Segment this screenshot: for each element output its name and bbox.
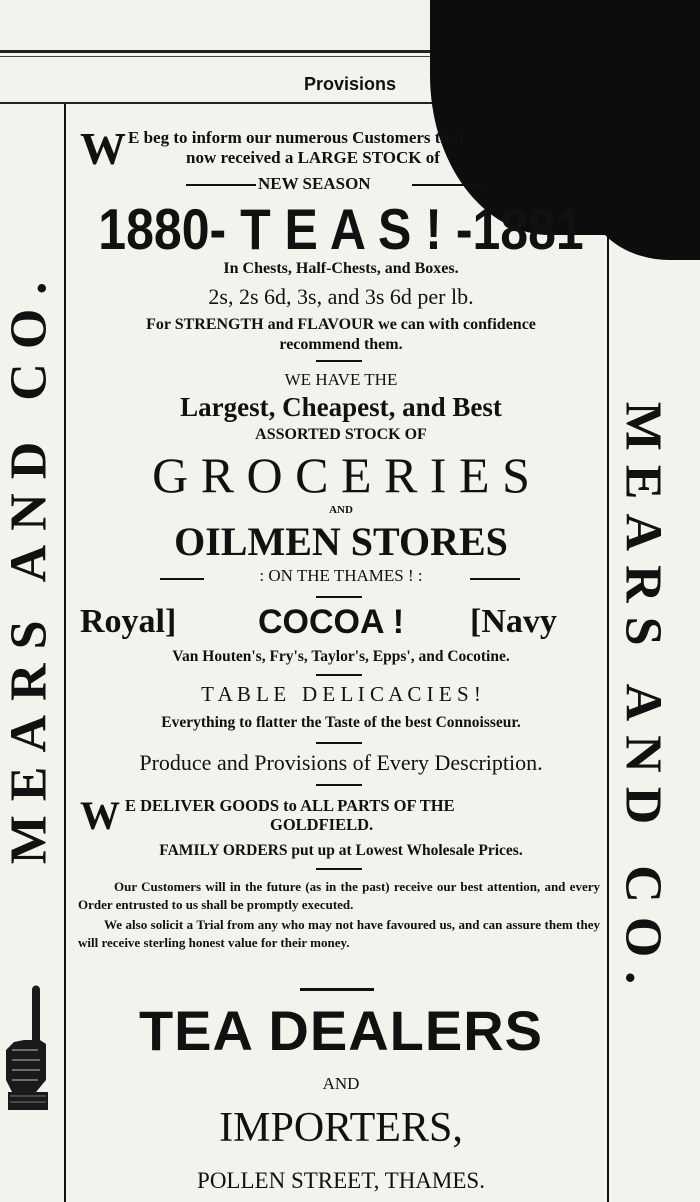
cocoa-title: COCOA ! [258, 603, 405, 641]
rule [412, 184, 484, 186]
strength-line-2: recommend them. [279, 336, 403, 353]
and-small: AND [329, 504, 353, 516]
address: POLLEN STREET, THAMES. [197, 1168, 485, 1193]
paragraph-2: We also solicit a Trial from any who may not have favoured us, and can assure them they will receive sterling honest value for their money. [78, 917, 600, 950]
teas-headline: 1880- T E A S ! -1881 [98, 197, 584, 262]
sidebar-right-text: MEARS AND CO. [614, 401, 672, 999]
new-season: NEW SEASON [258, 174, 371, 193]
rule [470, 578, 520, 580]
tea-dealers: TEA DEALERS [138, 999, 544, 1062]
intro-line-1: E beg to inform our numerous Customers that [128, 128, 465, 147]
rule [316, 868, 362, 870]
cocoa-right: [Navy [470, 603, 557, 640]
rule [186, 184, 256, 186]
flatter-line: Everything to flatter the Taste of the best Connoisseur. [161, 714, 521, 731]
deliver-line-1: E DELIVER GOODS to ALL PARTS OF THE [125, 796, 455, 815]
table-delicacies: T A B L E D E L I C A C I E S ! [201, 682, 481, 706]
rule [316, 674, 362, 676]
left-column-rule [64, 104, 66, 1202]
strength-line-1: For STRENGTH and FLAVOUR we can with confidence [146, 316, 536, 333]
prices-line: 2s, 2s 6d, 3s, and 3s 6d per lb. [208, 284, 474, 309]
and-mid: AND [322, 1074, 360, 1093]
family-orders: FAMILY ORDERS put up at Lowest Wholesale Prices. [159, 842, 523, 859]
section-header: Provisions [303, 74, 397, 94]
rule [316, 360, 362, 362]
oilmen-title: OILMEN STORES [174, 519, 508, 564]
rule [316, 596, 362, 598]
deliver-line-2: GOLDFIELD. [270, 815, 374, 834]
intro-line-2: now received a LARGE STOCK of [186, 148, 440, 167]
packing-line: In Chests, Half-Chests, and Boxes. [223, 260, 459, 277]
brands-line: Van Houten's, Fry's, Taylor's, Epps', and Cocotine. [172, 648, 510, 665]
cocoa-left: Royal] [80, 603, 177, 640]
assorted-line: ASSORTED STOCK OF [255, 426, 427, 443]
largest-line: Largest, Cheapest, and Best [180, 392, 502, 422]
we-have: WE HAVE THE [284, 370, 398, 389]
deliver-initial: W [80, 793, 120, 838]
paragraph-1: Our Customers will in the future (as in the past) receive our best attention, and every Order entrusted to us shall be promptly executed. [78, 879, 600, 912]
pointing-hand-icon [2, 980, 52, 1110]
groceries-title: G R O C E R I E S [152, 447, 530, 503]
sidebar-left-text: MEARS AND CO. [0, 267, 58, 865]
produce-line: Produce and Provisions of Every Description. [139, 750, 543, 775]
rule [316, 742, 362, 744]
importers: IMPORTERS, [219, 1105, 463, 1151]
ink-blot-edge [590, 0, 700, 260]
rule [316, 784, 362, 786]
on-thames-line: : ON THE THAMES ! : [259, 566, 423, 585]
intro-initial: W [80, 123, 126, 174]
rule [300, 988, 374, 991]
